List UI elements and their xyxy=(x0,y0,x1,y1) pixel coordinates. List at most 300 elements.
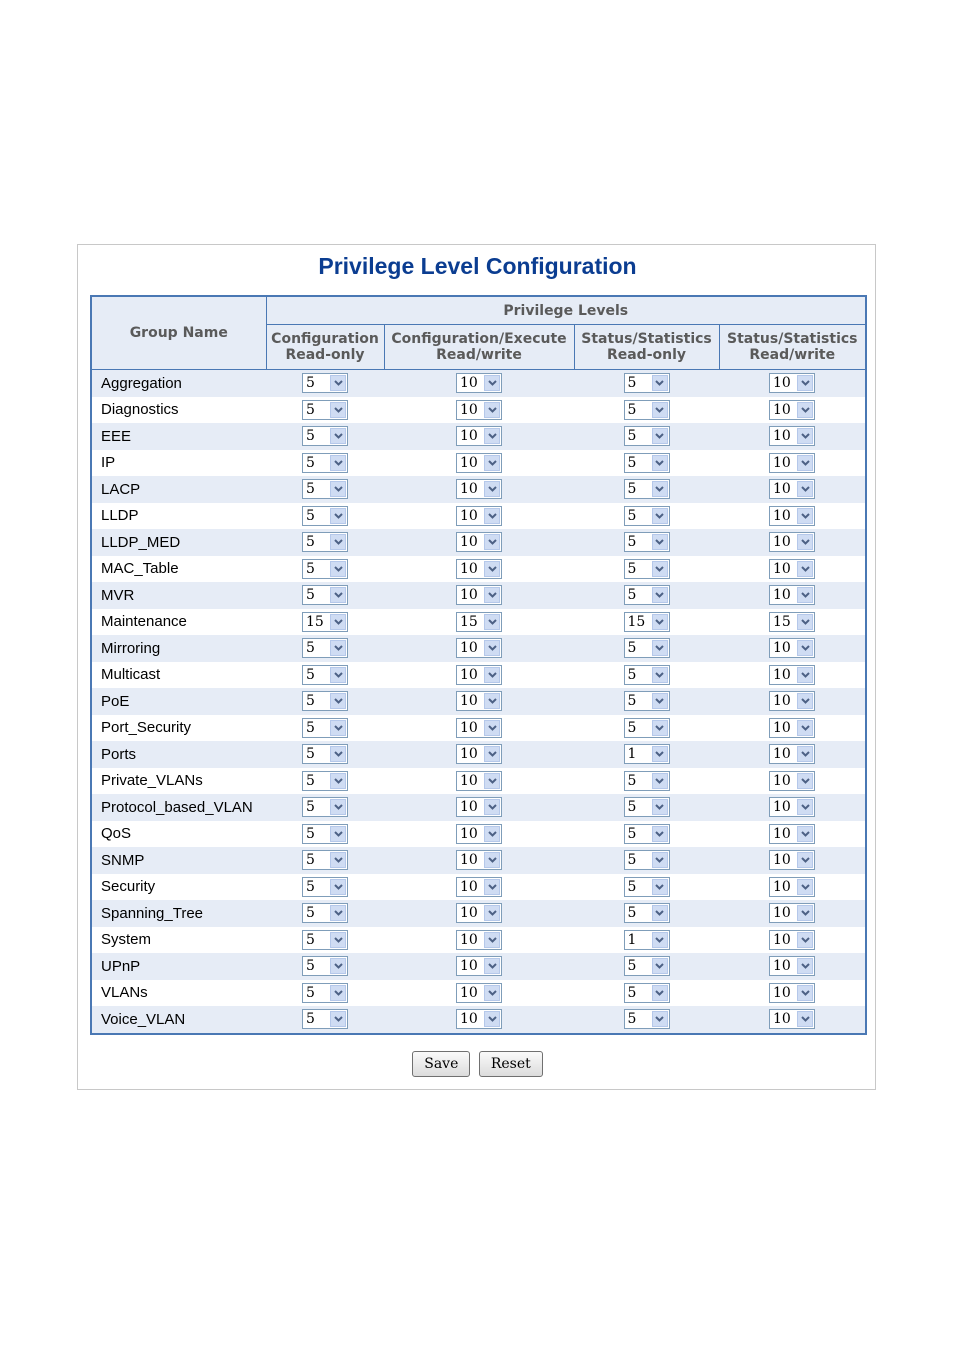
level-cell xyxy=(719,582,866,609)
chevron-down-icon[interactable] xyxy=(330,481,346,497)
privilege-select-status-readonly[interactable] xyxy=(624,983,670,1003)
table-row xyxy=(91,768,866,795)
privilege-select-config-execute-readwrite[interactable] xyxy=(456,400,502,420)
table-row xyxy=(91,715,866,742)
select-value: 10 xyxy=(773,534,791,551)
chevron-down-icon[interactable] xyxy=(484,428,500,444)
chevron-down-icon[interactable] xyxy=(797,667,813,683)
privilege-select-config-execute-readwrite[interactable] xyxy=(456,877,502,897)
chevron-down-icon[interactable] xyxy=(652,932,668,948)
select-value: 5 xyxy=(627,958,637,975)
chevron-down-icon[interactable] xyxy=(330,455,346,471)
privilege-select-config-readonly[interactable] xyxy=(302,930,348,950)
chevron-down-icon[interactable] xyxy=(484,614,500,630)
privilege-select-config-readonly[interactable] xyxy=(302,691,348,711)
group-name-cell: MAC_Table xyxy=(91,556,266,583)
chevron-down-icon[interactable] xyxy=(484,720,500,736)
select-value: 15 xyxy=(627,613,646,630)
privilege-select-config-execute-readwrite[interactable] xyxy=(456,771,502,791)
chevron-down-icon[interactable] xyxy=(797,799,813,815)
privilege-select-config-execute-readwrite[interactable] xyxy=(456,665,502,685)
group-name-cell: Multicast xyxy=(91,662,266,689)
chevron-down-icon[interactable] xyxy=(652,614,668,630)
select-value: 5 xyxy=(306,481,315,498)
privilege-select-status-readonly[interactable] xyxy=(624,559,670,579)
chevron-down-icon[interactable] xyxy=(484,508,500,524)
privilege-select-config-readonly[interactable] xyxy=(302,400,348,420)
privilege-select-status-readwrite[interactable] xyxy=(769,824,815,844)
chevron-down-icon[interactable] xyxy=(797,402,813,418)
level-cell xyxy=(719,662,866,689)
privilege-select-status-readonly[interactable] xyxy=(624,850,670,870)
table-row xyxy=(91,370,866,397)
level-cell xyxy=(719,927,866,954)
chevron-down-icon[interactable] xyxy=(797,958,813,974)
privilege-select-config-execute-readwrite[interactable] xyxy=(456,612,502,632)
level-cell xyxy=(574,768,719,795)
column-header-config-readonly: Configuration Read-only xyxy=(266,325,384,370)
privilege-select-status-readwrite[interactable] xyxy=(769,479,815,499)
chevron-down-icon[interactable] xyxy=(797,587,813,603)
select-value: 10 xyxy=(773,825,791,842)
chevron-down-icon[interactable] xyxy=(484,561,500,577)
privilege-select-status-readwrite[interactable] xyxy=(769,956,815,976)
privilege-select-status-readonly[interactable] xyxy=(624,877,670,897)
chevron-down-icon[interactable] xyxy=(652,375,668,391)
table-row xyxy=(91,556,866,583)
chevron-down-icon[interactable] xyxy=(652,720,668,736)
chevron-down-icon[interactable] xyxy=(484,640,500,656)
level-cell xyxy=(719,741,866,768)
chevron-down-icon[interactable] xyxy=(484,773,500,789)
privilege-select-status-readonly[interactable] xyxy=(624,824,670,844)
privilege-select-config-readonly[interactable] xyxy=(302,877,348,897)
select-value: 10 xyxy=(460,560,478,577)
chevron-down-icon[interactable] xyxy=(330,375,346,391)
privilege-select-status-readwrite[interactable] xyxy=(769,983,815,1003)
privilege-select-status-readwrite[interactable] xyxy=(769,877,815,897)
chevron-down-icon[interactable] xyxy=(484,667,500,683)
select-value: 10 xyxy=(460,666,478,683)
chevron-down-icon[interactable] xyxy=(484,693,500,709)
privilege-select-status-readwrite[interactable] xyxy=(769,930,815,950)
level-cell xyxy=(384,741,574,768)
level-cell xyxy=(574,423,719,450)
chevron-down-icon[interactable] xyxy=(330,879,346,895)
select-value: 10 xyxy=(773,799,791,816)
chevron-down-icon[interactable] xyxy=(330,985,346,1001)
chevron-down-icon[interactable] xyxy=(330,852,346,868)
group-name-cell: MVR xyxy=(91,582,266,609)
privilege-select-config-readonly[interactable] xyxy=(302,559,348,579)
chevron-down-icon[interactable] xyxy=(652,985,668,1001)
privilege-select-status-readwrite[interactable] xyxy=(769,1009,815,1029)
level-cell xyxy=(266,423,384,450)
chevron-down-icon[interactable] xyxy=(797,534,813,550)
chevron-down-icon[interactable] xyxy=(330,958,346,974)
level-cell xyxy=(719,900,866,927)
table-row xyxy=(91,476,866,503)
privilege-select-status-readonly[interactable] xyxy=(624,956,670,976)
chevron-down-icon[interactable] xyxy=(797,773,813,789)
select-value: 5 xyxy=(306,746,315,763)
chevron-down-icon[interactable] xyxy=(652,852,668,868)
chevron-down-icon[interactable] xyxy=(484,1011,500,1027)
privilege-select-config-execute-readwrite[interactable] xyxy=(456,797,502,817)
chevron-down-icon[interactable] xyxy=(652,508,668,524)
privilege-select-config-readonly[interactable] xyxy=(302,956,348,976)
privilege-select-config-readonly[interactable] xyxy=(302,744,348,764)
select-value: 10 xyxy=(460,1011,478,1028)
select-value: 10 xyxy=(773,481,791,498)
level-cell xyxy=(574,370,719,397)
level-cell xyxy=(719,503,866,530)
privilege-select-status-readonly[interactable] xyxy=(624,585,670,605)
privilege-select-config-execute-readwrite[interactable] xyxy=(456,585,502,605)
level-cell xyxy=(384,397,574,424)
chevron-down-icon[interactable] xyxy=(652,773,668,789)
chevron-down-icon[interactable] xyxy=(797,879,813,895)
privilege-select-status-readonly[interactable] xyxy=(624,532,670,552)
chevron-down-icon[interactable] xyxy=(652,561,668,577)
privilege-select-config-execute-readwrite[interactable] xyxy=(456,532,502,552)
privilege-select-status-readwrite[interactable] xyxy=(769,506,815,526)
chevron-down-icon[interactable] xyxy=(652,402,668,418)
chevron-down-icon[interactable] xyxy=(652,958,668,974)
select-value: 5 xyxy=(306,878,315,895)
chevron-down-icon[interactable] xyxy=(330,1011,346,1027)
chevron-down-icon[interactable] xyxy=(484,879,500,895)
chevron-down-icon[interactable] xyxy=(330,746,346,762)
chevron-down-icon[interactable] xyxy=(652,455,668,471)
select-value: 5 xyxy=(627,587,637,604)
chevron-down-icon[interactable] xyxy=(484,375,500,391)
select-value: 10 xyxy=(460,401,478,418)
button-bar xyxy=(78,1051,877,1077)
chevron-down-icon[interactable] xyxy=(330,773,346,789)
chevron-down-icon[interactable] xyxy=(797,905,813,921)
select-value: 5 xyxy=(306,428,315,445)
privilege-select-status-readonly[interactable] xyxy=(624,400,670,420)
chevron-down-icon[interactable] xyxy=(797,455,813,471)
privilege-select-config-execute-readwrite[interactable] xyxy=(456,453,502,473)
chevron-down-icon[interactable] xyxy=(652,534,668,550)
level-cell xyxy=(266,821,384,848)
privilege-select-status-readonly[interactable] xyxy=(624,453,670,473)
level-cell xyxy=(384,582,574,609)
select-value: 5 xyxy=(627,401,637,418)
group-name-cell: LLDP_MED xyxy=(91,529,266,556)
level-cell xyxy=(574,635,719,662)
select-value: 5 xyxy=(627,375,637,392)
privilege-select-config-readonly[interactable] xyxy=(302,612,348,632)
table-row xyxy=(91,874,866,901)
privilege-select-config-readonly[interactable] xyxy=(302,797,348,817)
privilege-select-config-readonly[interactable] xyxy=(302,426,348,446)
chevron-down-icon[interactable] xyxy=(652,905,668,921)
privilege-select-config-execute-readwrite[interactable] xyxy=(456,983,502,1003)
chevron-down-icon[interactable] xyxy=(484,587,500,603)
chevron-down-icon[interactable] xyxy=(484,852,500,868)
chevron-down-icon[interactable] xyxy=(330,428,346,444)
level-cell xyxy=(384,874,574,901)
chevron-down-icon[interactable] xyxy=(652,481,668,497)
privilege-select-config-execute-readwrite[interactable] xyxy=(456,506,502,526)
select-value: 10 xyxy=(773,428,791,445)
chevron-down-icon[interactable] xyxy=(330,561,346,577)
chevron-down-icon[interactable] xyxy=(797,852,813,868)
privilege-select-config-readonly[interactable] xyxy=(302,453,348,473)
chevron-down-icon[interactable] xyxy=(652,640,668,656)
chevron-down-icon[interactable] xyxy=(330,905,346,921)
chevron-down-icon[interactable] xyxy=(797,614,813,630)
level-cell xyxy=(266,662,384,689)
privilege-select-config-readonly[interactable] xyxy=(302,771,348,791)
group-name-cell: Voice_VLAN xyxy=(91,1006,266,1034)
privilege-select-status-readwrite[interactable] xyxy=(769,612,815,632)
select-value: 10 xyxy=(460,375,478,392)
privilege-select-config-readonly[interactable] xyxy=(302,638,348,658)
privilege-select-status-readwrite[interactable] xyxy=(769,903,815,923)
chevron-down-icon[interactable] xyxy=(797,720,813,736)
chevron-down-icon[interactable] xyxy=(652,667,668,683)
privilege-select-status-readwrite[interactable] xyxy=(769,771,815,791)
chevron-down-icon[interactable] xyxy=(797,640,813,656)
privilege-select-status-readonly[interactable] xyxy=(624,691,670,711)
select-value: 10 xyxy=(773,905,791,922)
privilege-select-status-readwrite[interactable] xyxy=(769,665,815,685)
privilege-select-config-readonly[interactable] xyxy=(302,718,348,738)
table-row xyxy=(91,662,866,689)
level-cell xyxy=(719,768,866,795)
chevron-down-icon[interactable] xyxy=(484,985,500,1001)
level-cell xyxy=(574,662,719,689)
group-name-header: Group Name xyxy=(91,296,266,370)
chevron-down-icon[interactable] xyxy=(484,826,500,842)
level-cell xyxy=(574,556,719,583)
chevron-down-icon[interactable] xyxy=(484,402,500,418)
privilege-select-status-readonly[interactable] xyxy=(624,612,670,632)
privilege-select-status-readonly[interactable] xyxy=(624,744,670,764)
chevron-down-icon[interactable] xyxy=(652,746,668,762)
privilege-select-config-execute-readwrite[interactable] xyxy=(456,373,502,393)
privilege-select-config-execute-readwrite[interactable] xyxy=(456,824,502,844)
privilege-select-config-execute-readwrite[interactable] xyxy=(456,850,502,870)
select-value: 10 xyxy=(460,746,478,763)
chevron-down-icon[interactable] xyxy=(797,428,813,444)
privilege-select-status-readwrite[interactable] xyxy=(769,532,815,552)
select-value: 10 xyxy=(773,931,791,948)
privilege-select-config-execute-readwrite[interactable] xyxy=(456,426,502,446)
privilege-select-status-readwrite[interactable] xyxy=(769,718,815,738)
chevron-down-icon[interactable] xyxy=(330,667,346,683)
chevron-down-icon[interactable] xyxy=(652,799,668,815)
chevron-down-icon[interactable] xyxy=(652,587,668,603)
group-name-cell: Diagnostics xyxy=(91,397,266,424)
chevron-down-icon[interactable] xyxy=(330,508,346,524)
chevron-down-icon[interactable] xyxy=(484,746,500,762)
privilege-select-status-readonly[interactable] xyxy=(624,797,670,817)
privilege-select-status-readonly[interactable] xyxy=(624,426,670,446)
chevron-down-icon[interactable] xyxy=(797,985,813,1001)
page-title: Privilege Level Configuration xyxy=(318,253,637,279)
chevron-down-icon[interactable] xyxy=(797,1011,813,1027)
table-row xyxy=(91,847,866,874)
privilege-select-config-readonly[interactable] xyxy=(302,1009,348,1029)
privilege-select-status-readonly[interactable] xyxy=(624,506,670,526)
chevron-down-icon[interactable] xyxy=(652,879,668,895)
privilege-select-status-readwrite[interactable] xyxy=(769,850,815,870)
group-name-cell: Private_VLANs xyxy=(91,768,266,795)
select-value: 5 xyxy=(627,507,637,524)
privilege-select-config-execute-readwrite[interactable] xyxy=(456,638,502,658)
select-value: 5 xyxy=(627,1011,637,1028)
chevron-down-icon[interactable] xyxy=(797,826,813,842)
level-cell xyxy=(384,1006,574,1034)
privilege-select-status-readwrite[interactable] xyxy=(769,797,815,817)
privilege-select-config-readonly[interactable] xyxy=(302,585,348,605)
privilege-select-status-readonly[interactable] xyxy=(624,930,670,950)
privilege-select-config-readonly[interactable] xyxy=(302,903,348,923)
table-row xyxy=(91,900,866,927)
select-value: 5 xyxy=(306,719,315,736)
chevron-down-icon[interactable] xyxy=(484,455,500,471)
privilege-select-status-readonly[interactable] xyxy=(624,903,670,923)
chevron-down-icon[interactable] xyxy=(797,932,813,948)
select-value: 10 xyxy=(773,560,791,577)
select-value: 10 xyxy=(460,640,478,657)
privilege-select-config-readonly[interactable] xyxy=(302,665,348,685)
privilege-select-config-execute-readwrite[interactable] xyxy=(456,956,502,976)
select-value: 5 xyxy=(306,958,315,975)
privilege-select-status-readwrite[interactable] xyxy=(769,691,815,711)
chevron-down-icon[interactable] xyxy=(797,375,813,391)
privilege-select-status-readwrite[interactable] xyxy=(769,373,815,393)
chevron-down-icon[interactable] xyxy=(330,640,346,656)
privilege-select-config-execute-readwrite[interactable] xyxy=(456,903,502,923)
privilege-select-config-execute-readwrite[interactable] xyxy=(456,559,502,579)
chevron-down-icon[interactable] xyxy=(797,693,813,709)
privilege-select-status-readwrite[interactable] xyxy=(769,426,815,446)
select-value: 15 xyxy=(460,613,478,630)
table-row xyxy=(91,529,866,556)
chevron-down-icon[interactable] xyxy=(652,1011,668,1027)
privilege-select-status-readwrite[interactable] xyxy=(769,453,815,473)
privilege-select-status-readwrite[interactable] xyxy=(769,744,815,764)
select-value: 5 xyxy=(627,905,637,922)
privilege-select-status-readwrite[interactable] xyxy=(769,400,815,420)
select-value: 5 xyxy=(627,454,637,471)
group-name-cell: SNMP xyxy=(91,847,266,874)
chevron-down-icon[interactable] xyxy=(330,720,346,736)
privilege-select-config-execute-readwrite[interactable] xyxy=(456,691,502,711)
group-name-cell: QoS xyxy=(91,821,266,848)
select-value: 10 xyxy=(460,507,478,524)
privilege-select-config-readonly[interactable] xyxy=(302,506,348,526)
chevron-down-icon[interactable] xyxy=(330,693,346,709)
privilege-select-config-execute-readwrite[interactable] xyxy=(456,930,502,950)
chevron-down-icon[interactable] xyxy=(484,905,500,921)
privilege-select-status-readonly[interactable] xyxy=(624,1009,670,1029)
chevron-down-icon[interactable] xyxy=(484,534,500,550)
level-cell xyxy=(719,423,866,450)
chevron-down-icon[interactable] xyxy=(484,481,500,497)
group-name-cell: Maintenance xyxy=(91,609,266,636)
privilege-select-config-execute-readwrite[interactable] xyxy=(456,744,502,764)
privilege-select-status-readonly[interactable] xyxy=(624,373,670,393)
chevron-down-icon[interactable] xyxy=(797,481,813,497)
level-cell xyxy=(384,688,574,715)
privilege-select-config-readonly[interactable] xyxy=(302,850,348,870)
privilege-rows xyxy=(91,370,866,1034)
privilege-select-status-readonly[interactable] xyxy=(624,479,670,499)
chevron-down-icon[interactable] xyxy=(330,799,346,815)
chevron-down-icon[interactable] xyxy=(652,428,668,444)
privilege-select-config-readonly[interactable] xyxy=(302,479,348,499)
level-cell xyxy=(384,980,574,1007)
chevron-down-icon[interactable] xyxy=(797,746,813,762)
privilege-select-status-readonly[interactable] xyxy=(624,665,670,685)
select-value: 5 xyxy=(306,640,315,657)
privilege-select-status-readwrite[interactable] xyxy=(769,585,815,605)
privilege-select-config-execute-readwrite[interactable] xyxy=(456,718,502,738)
privilege-select-config-execute-readwrite[interactable] xyxy=(456,1009,502,1029)
level-cell xyxy=(384,794,574,821)
chevron-down-icon[interactable] xyxy=(330,826,346,842)
chevron-down-icon[interactable] xyxy=(484,932,500,948)
level-cell xyxy=(574,582,719,609)
privilege-select-config-readonly[interactable] xyxy=(302,373,348,393)
chevron-down-icon[interactable] xyxy=(797,508,813,524)
privilege-select-config-readonly[interactable] xyxy=(302,532,348,552)
group-name-cell: Aggregation xyxy=(91,370,266,397)
select-value: 5 xyxy=(627,984,637,1001)
privilege-select-config-readonly[interactable] xyxy=(302,983,348,1003)
level-cell xyxy=(574,476,719,503)
privilege-select-status-readonly[interactable] xyxy=(624,638,670,658)
select-value: 10 xyxy=(460,852,478,869)
select-value: 5 xyxy=(306,799,315,816)
chevron-down-icon[interactable] xyxy=(484,958,500,974)
privilege-select-config-execute-readwrite[interactable] xyxy=(456,479,502,499)
group-name-cell: UPnP xyxy=(91,953,266,980)
privilege-select-config-readonly[interactable] xyxy=(302,824,348,844)
level-cell xyxy=(384,821,574,848)
chevron-down-icon[interactable] xyxy=(330,932,346,948)
level-cell xyxy=(384,662,574,689)
level-cell xyxy=(719,794,866,821)
chevron-down-icon[interactable] xyxy=(652,693,668,709)
group-name-cell: Port_Security xyxy=(91,715,266,742)
chevron-down-icon[interactable] xyxy=(484,799,500,815)
privilege-select-status-readonly[interactable] xyxy=(624,771,670,791)
chevron-down-icon[interactable] xyxy=(330,587,346,603)
privilege-levels-header: Privilege Levels xyxy=(266,296,866,325)
privilege-select-status-readwrite[interactable] xyxy=(769,559,815,579)
level-cell xyxy=(574,397,719,424)
chevron-down-icon[interactable] xyxy=(330,534,346,550)
reset-button[interactable]: Reset xyxy=(479,1051,543,1077)
chevron-down-icon[interactable] xyxy=(652,826,668,842)
group-name-cell: Mirroring xyxy=(91,635,266,662)
privilege-select-status-readonly[interactable] xyxy=(624,718,670,738)
select-value: 10 xyxy=(460,958,478,975)
privilege-select-status-readwrite[interactable] xyxy=(769,638,815,658)
chevron-down-icon[interactable] xyxy=(797,561,813,577)
chevron-down-icon[interactable] xyxy=(330,402,346,418)
save-button[interactable]: Save xyxy=(412,1051,470,1077)
chevron-down-icon[interactable] xyxy=(330,614,346,630)
